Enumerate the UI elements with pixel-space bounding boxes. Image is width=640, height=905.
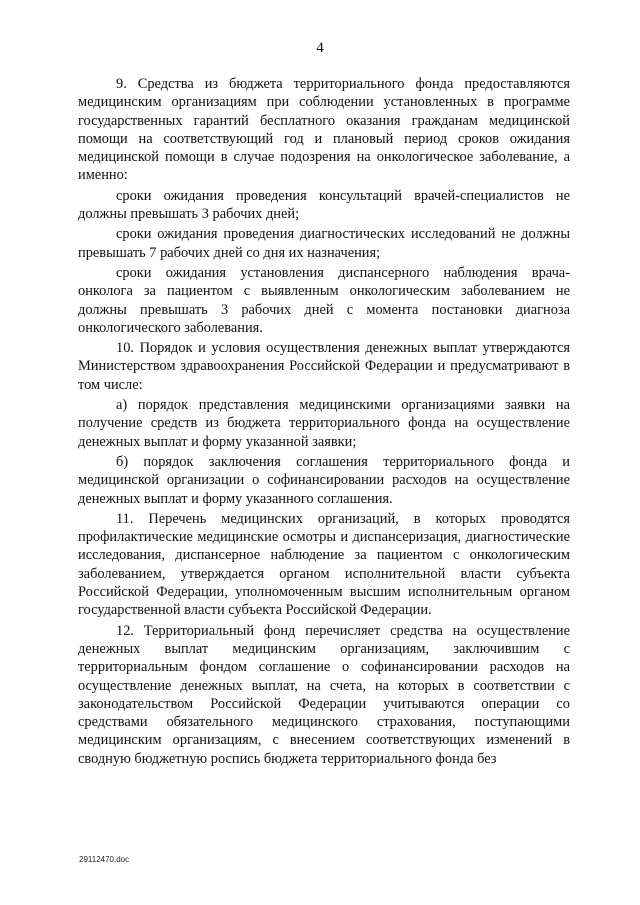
paragraph-consultation-terms: сроки ожидания проведения консультаций врачей-специалистов не должны превышать 3 рабочих дней; xyxy=(78,187,570,223)
paragraph-10a: а) порядок представления медицинскими организациями заявки на получение средств из бюджета территориального фонда на осуществление денежных выплат и форму указанной заявки; xyxy=(78,397,570,450)
page-number: 4 xyxy=(316,40,324,56)
document-body xyxy=(78,75,570,768)
paragraph-10: 10. Порядок и условия осуществления денежных выплат утверждаются Министерством здравоохранения Российской Федерации и предусматривают в том числе: xyxy=(78,340,570,393)
paragraph-diagnostic-terms: сроки ожидания проведения диагностических исследований не должны превышать 7 рабочих дней со дня их назначения; xyxy=(78,226,570,261)
paragraph-11: 11. Перечень медицинских организаций, в которых проводятся профилактические медицинские осмотры и диспансеризация, диагностические исследования, диспансерное наблюдение за пациентом с онкологическим заболеванием, утверждается органом исполнительной власти субъекта Российской Федерации, уполномоченным высшим исполнительным органом государственной власти субъекта Российской Федерации. xyxy=(78,510,570,619)
paragraph-10b: б) порядок заключения соглашения территориального фонда и медицинской организации о софинансировании расходов на осуществление денежных выплат и форму указанного соглашения. xyxy=(78,453,570,507)
paragraph-oncology-observation-terms: сроки ожидания установления диспансерного наблюдения врача-онколога за пациентом с выявленным онкологическим заболеванием не должны превышать 3 рабочих дней с момента постановки диагноза онкологического заболевания. xyxy=(78,264,570,336)
paragraph-9: 9. Средства из бюджета территориального фонда предоставляются медицинским организациям при соблюдении установленных в программе государственных гарантий бесплатного оказания гражданам медицинской помощи на соответствующий год и плановый период сроков ожидания медицинской помощи в случае подозрения на онкологическое заболевание, а именно: xyxy=(78,76,570,184)
paragraph-12: 12. Территориальный фонд перечисляет средства на осуществление денежных выплат медицинским организациям, заключившим с территориальным фондом соглашение о софинансировании расходов на осуществление денежных выплат, на счета, на которых в соответствии с законодательством Российской Федерации учитываются операции со средствами обязательного медицинского страхования, поступающими медицинским организациям, с внесением соответствующих изменений в сводную бюджетную роспись бюджета территориального фонда без xyxy=(78,622,570,767)
footer-filename: 29112470.doc xyxy=(79,855,130,864)
